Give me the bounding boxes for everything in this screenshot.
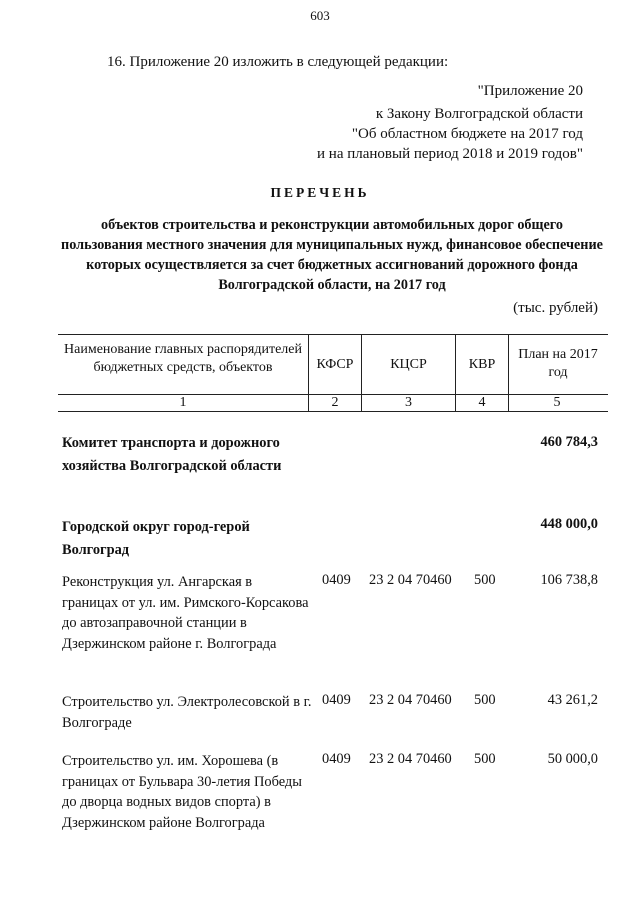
- appendix-header-line: "Приложение 20: [477, 83, 583, 99]
- column-number: 3: [405, 395, 412, 410]
- row-kcsr: 23 2 04 70460: [369, 692, 452, 708]
- column-number: 5: [553, 395, 561, 410]
- column-number: 1: [179, 395, 187, 410]
- appendix-header-line: и на плановый период 2018 и 2019 годов": [317, 146, 583, 162]
- row-plan-amount: 460 784,3: [540, 434, 598, 450]
- amendment-intro: 16. Приложение 20 изложить в следующей редакции:: [107, 54, 449, 70]
- appendix-header-line: к Закону Волгоградской области: [375, 106, 583, 122]
- column-header-plan: План на 2017 год: [518, 347, 598, 380]
- row-plan-amount: 106 738,8: [540, 572, 598, 588]
- document-title: ПЕРЕЧЕНЬ: [270, 185, 370, 200]
- table-top-border: [58, 334, 608, 335]
- column-header-kcsr: КЦСР: [390, 357, 427, 372]
- appendix-header-line: "Об областном бюджете на 2017 год: [351, 126, 583, 142]
- row-name: Строительство ул. Электролесовской в г. Волгограде: [62, 694, 312, 731]
- row-plan-amount: 50 000,0: [547, 751, 598, 767]
- row-kvr: 500: [474, 572, 496, 588]
- page-number: 603: [310, 8, 330, 23]
- row-kvr: 500: [474, 692, 496, 708]
- row-kfsr: 0409: [322, 692, 351, 708]
- column-header-kvr: КВР: [468, 357, 496, 372]
- row-plan-amount: 448 000,0: [540, 516, 598, 532]
- row-name: Городской округ город-герой Волгоград: [62, 519, 250, 558]
- row-kvr: 500: [474, 751, 496, 767]
- table-number-row-divider: [58, 411, 608, 412]
- column-header-kfsr: КФСР: [316, 357, 354, 372]
- row-kfsr: 0409: [322, 572, 351, 588]
- column-number: 4: [478, 395, 486, 410]
- column-number: 2: [331, 395, 339, 410]
- row-kcsr: 23 2 04 70460: [369, 572, 452, 588]
- units-label: (тыс. рублей): [513, 300, 598, 316]
- row-name: Строительство ул. им. Хорошева (в границах от Бульвара 30-летия Победы до дворца водных видов спорта) в Дзержинском районе Волгограда: [62, 753, 302, 831]
- row-name: Реконструкция ул. Ангарская в границах от ул. им. Римского-Корсакова до автозаправочной станции в Дзержинском районе г. Волгограда: [62, 574, 309, 652]
- row-kfsr: 0409: [322, 751, 351, 767]
- row-plan-amount: 43 261,2: [547, 692, 598, 708]
- row-kcsr: 23 2 04 70460: [369, 751, 452, 767]
- document-subtitle: объектов строительства и реконструкции автомобильных дорог общего пользования местного значения для муниципальных нужд, финансовое обеспечение которых осуществляется за счет бюджетных ассигнований дорожного фонда Волгоградской области, на 2017 год: [61, 217, 603, 293]
- column-header-name: Наименование главных распорядителей бюджетных средств, объектов: [64, 342, 302, 375]
- row-name: Комитет транспорта и дорожного хозяйства Волгоградской области: [62, 435, 282, 474]
